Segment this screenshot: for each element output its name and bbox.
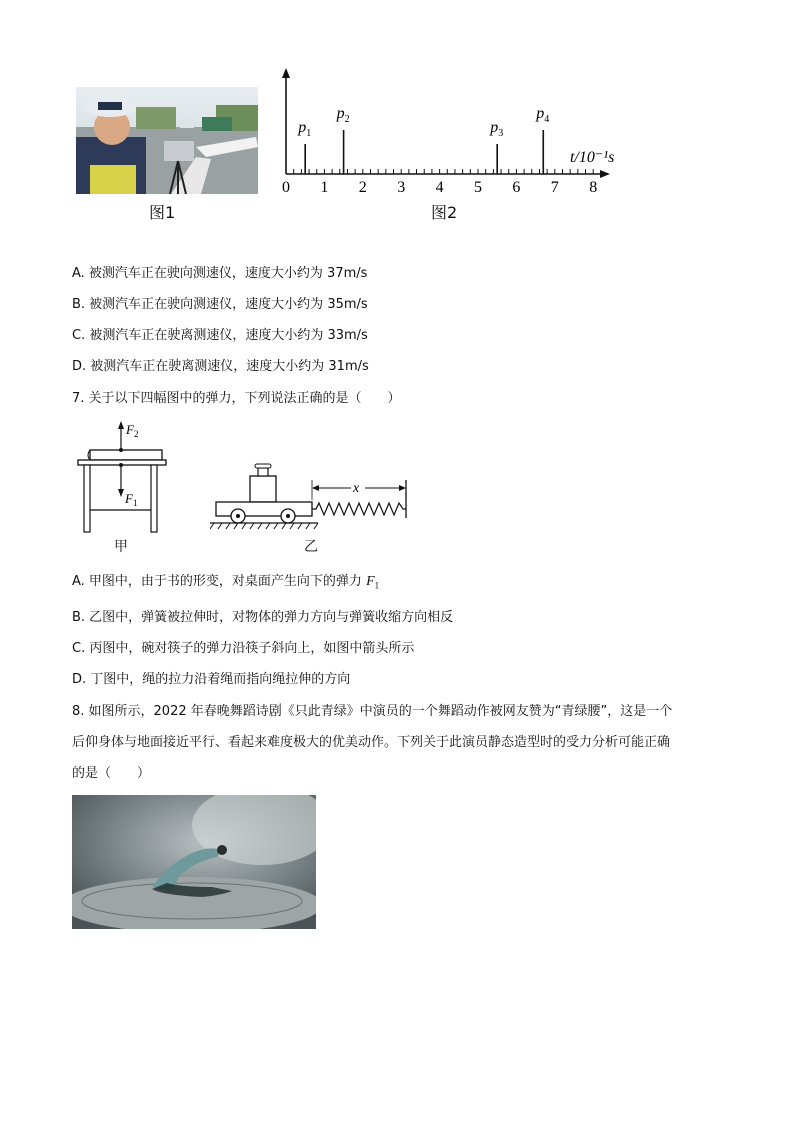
vertical-axis-arrowhead [282, 68, 290, 78]
pulse-label-1: $p_1$ [298, 119, 312, 139]
tick-label: 1 [320, 179, 329, 196]
pulse-label-4: $p_4$ [536, 105, 550, 125]
figure2-caption: 图2 [431, 203, 458, 222]
q6-option-b: B. 被测汽车正在驶向测速仪，速度大小约为 35m/s [72, 297, 368, 312]
dancer-photo [72, 795, 316, 929]
tick-label: 3 [397, 179, 406, 196]
time-axis-arrowhead [600, 170, 610, 178]
tick-label: 2 [358, 179, 367, 196]
q7-stem: 7. 关于以下四幅图中的弹力，下列说法正确的是（ ） [72, 391, 401, 406]
tick-label: 7 [550, 179, 559, 196]
time-axis-label: t/10⁻¹s [570, 149, 615, 166]
tick-label: 6 [512, 179, 521, 196]
tick-label: 8 [589, 179, 598, 196]
q7-option-c: C. 丙图中，碗对筷子的弹力沿筷子斜向上，如图中箭头所示 [72, 641, 415, 656]
weight-block [250, 476, 276, 502]
q8-stem-line1: 8. 如图所示，2022 年春晚舞蹈诗剧《只此青绿》中演员的一个舞蹈动作被网友赞为“青绿腰”，这是一个 [72, 704, 673, 719]
q8-stem-line3: 的是（ ） [72, 766, 151, 781]
q6-option-c: C. 被测汽车正在驶离测速仪，速度大小约为 33m/s [72, 328, 368, 343]
pulse-timeline-chart [270, 65, 620, 205]
force-f1-label: $F_1$ [125, 491, 138, 508]
q7-option-b: B. 乙图中，弹簧被拉伸时，对物体的弹力方向与弹簧收缩方向相反 [72, 610, 454, 625]
q6-option-a: A. 被测汽车正在驶向测速仪，速度大小约为 37m/s [72, 266, 368, 281]
table-leg-left [84, 465, 90, 532]
figure-jia-book-on-table [70, 418, 180, 536]
pulse-label-3: $p_3$ [490, 119, 504, 139]
cart [216, 502, 312, 516]
figure-yi-cart-spring [210, 458, 415, 536]
tick-label: 5 [474, 179, 482, 196]
q7-option-a: A. 甲图中，由于书的形变，对桌面产生向下的弹力 $F_1$ [72, 574, 380, 591]
table-leg-right [151, 465, 157, 532]
q6-option-d: D. 被测汽车正在驶离测速仪，速度大小约为 31m/s [72, 359, 369, 374]
police-speedgun-photo [76, 87, 258, 194]
q8-stem-line2: 后仰身体与地面接近平行、看起来难度极大的优美动作。下列关于此演员静态造型时的受力分析可能正确 [72, 735, 671, 750]
book [90, 450, 162, 460]
figure1-caption: 图1 [149, 203, 176, 222]
figure-yi-caption: 乙 [304, 539, 318, 555]
figure-jia-caption: 甲 [114, 539, 128, 555]
tick-label: 0 [282, 179, 290, 196]
tick-label: 4 [435, 179, 444, 196]
pulse-label-2: $p_2$ [336, 105, 350, 125]
force-f2-label: $F_2$ [126, 422, 139, 439]
q7-option-d: D. 丁图中，绳的拉力沿着绳而指向绳拉伸的方向 [72, 672, 351, 687]
spring [312, 503, 406, 515]
displacement-x-label: x [353, 481, 360, 496]
